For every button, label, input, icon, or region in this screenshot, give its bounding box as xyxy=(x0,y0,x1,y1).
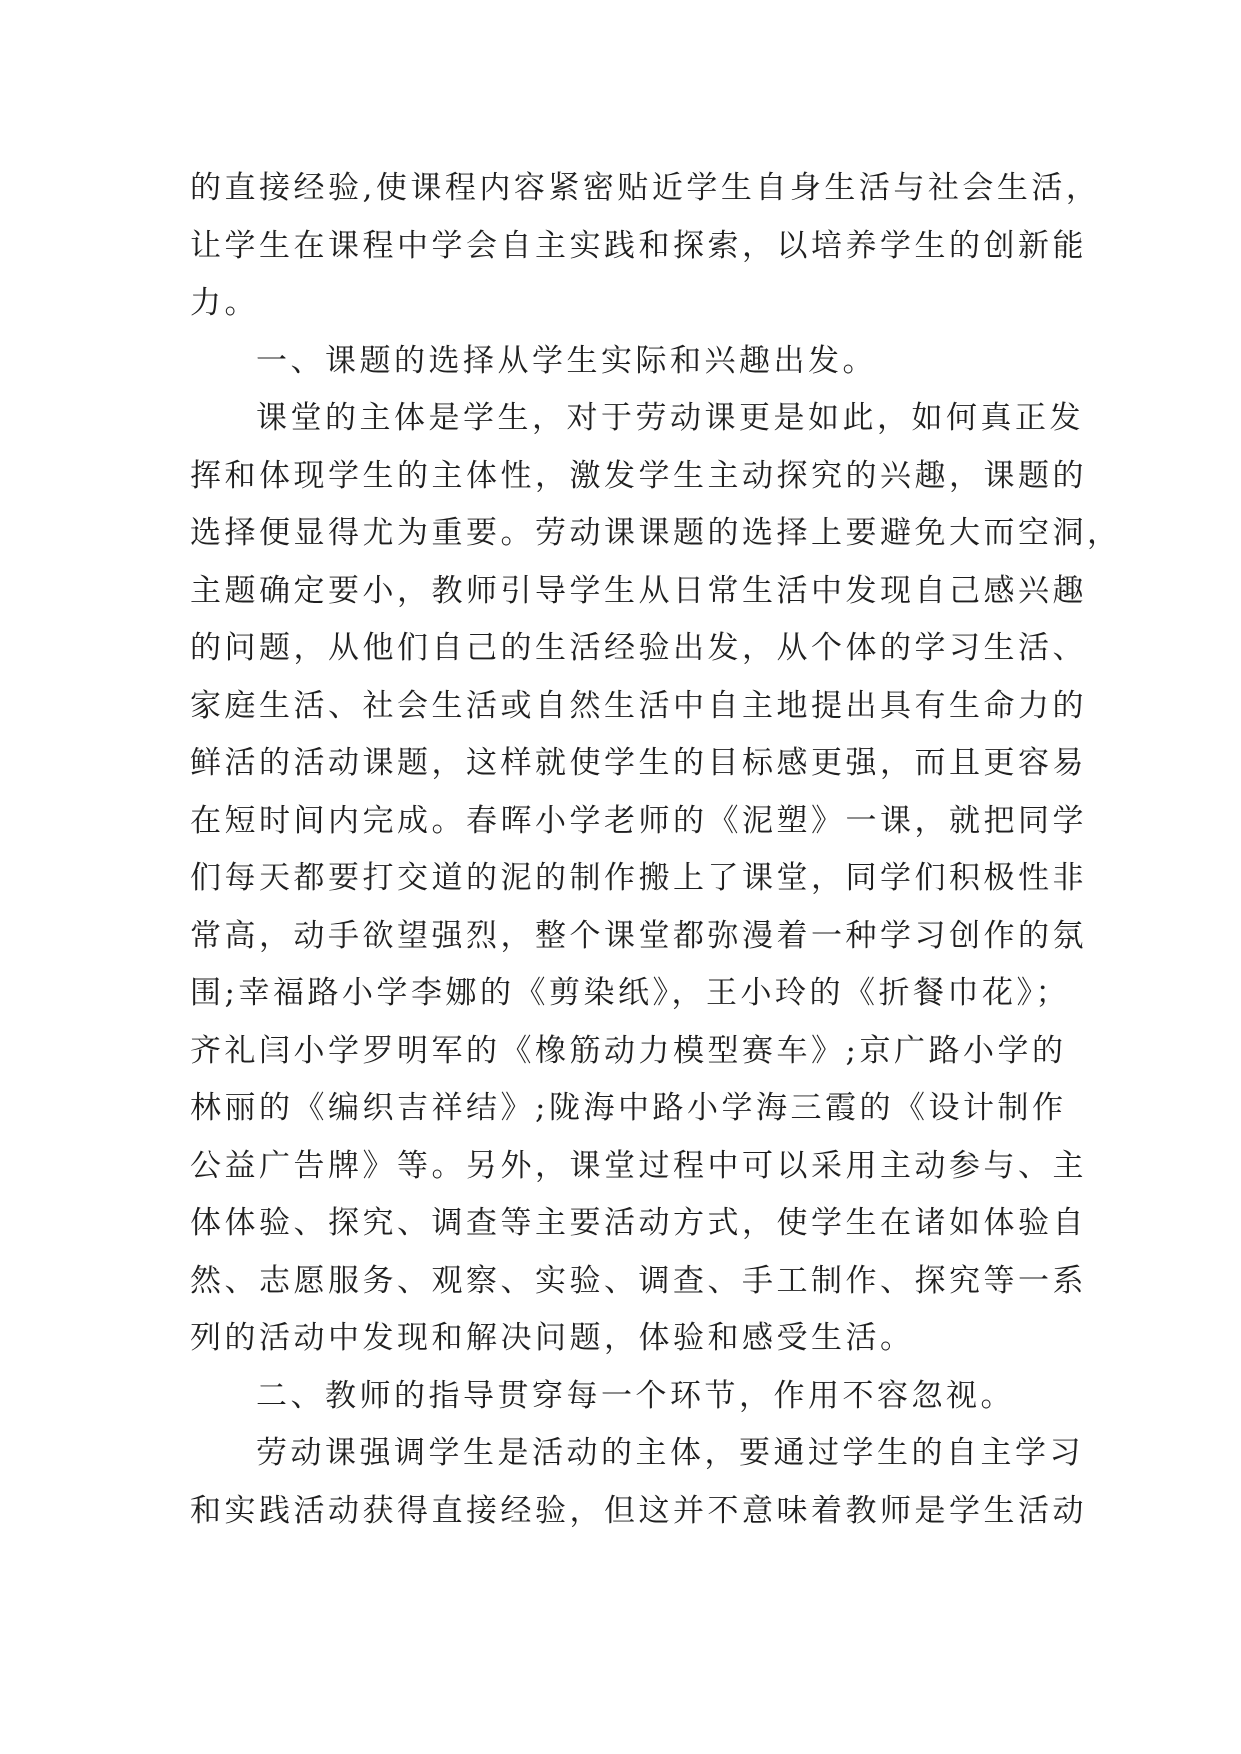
text-line: 劳动课强调学生是活动的主体，要通过学生的自主学习 xyxy=(256,1435,1084,1471)
text-line: 力。 xyxy=(190,285,259,321)
text-line: 家庭生活、社会生活或自然生活中自主地提出具有生命力的 xyxy=(190,687,1087,724)
text-line: 鲜活的活动课题，这样就使学生的目标感更强，而且更容易 xyxy=(190,745,1087,781)
text-line: 常高，动手欲望强烈，整个课堂都弥漫着一种学习创作的氛 xyxy=(190,917,1087,954)
text-line: 让学生在课程中学会自主实践和探索，以培养学生的创新能 xyxy=(190,227,1087,264)
text-line: 们每天都要打交道的泥的制作搬上了课堂，同学们积极性非 xyxy=(190,860,1087,896)
text-line: 体体验、探究、调查等主要活动方式，使学生在诸如体验自 xyxy=(190,1205,1087,1241)
text-line: 和实践活动获得直接经验，但这并不意味着教师是学生活动 xyxy=(190,1492,1087,1529)
document-body xyxy=(190,160,1122,1540)
text-line: 围;幸福路小学李娜的《剪染纸》，王小玲的《折餐巾花》； xyxy=(190,975,1070,1011)
text-line: 然、志愿服务、观察、实验、调查、手工制作、探究等一系 xyxy=(190,1262,1087,1299)
text-line: 课堂的主体是学生，对于劳动课更是如此，如何真正发 xyxy=(256,400,1084,436)
text-line: 在短时间内完成。春晖小学老师的《泥塑》一课，就把同学 xyxy=(190,802,1087,839)
text-line: 公益广告牌》等。另外，课堂过程中可以采用主动参与、主 xyxy=(190,1147,1087,1184)
text-line: 的问题，从他们自己的生活经验出发，从个体的学习生活、 xyxy=(190,630,1087,666)
text-line: 林丽的《编织吉祥结》;陇海中路小学海三霞的《设计制作 xyxy=(190,1090,1067,1126)
text-line: 主题确定要小，教师引导学生从日常生活中发现自己感兴趣 xyxy=(190,572,1087,609)
text-line: 齐礼闫小学罗明军的《橡筋动力模型赛车》;京广路小学的 xyxy=(190,1032,1067,1069)
section-heading-1: 一、课题的选择从学生实际和兴趣出发。 xyxy=(256,342,877,379)
text-line: 选择便显得尤为重要。劳动课课题的选择上要避免大而空洞， xyxy=(190,515,1122,551)
text-line: 挥和体现学生的主体性，激发学生主动探究的兴趣，课题的 xyxy=(190,457,1087,494)
text-line: 的直接经验,使课程内容紧密贴近学生自身生活与社会生活， xyxy=(190,170,1101,206)
section-heading-2: 二、教师的指导贯穿每一个环节，作用不容忽视。 xyxy=(256,1377,1015,1414)
text-line: 列的活动中发现和解决问题，体验和感受生活。 xyxy=(190,1320,915,1356)
